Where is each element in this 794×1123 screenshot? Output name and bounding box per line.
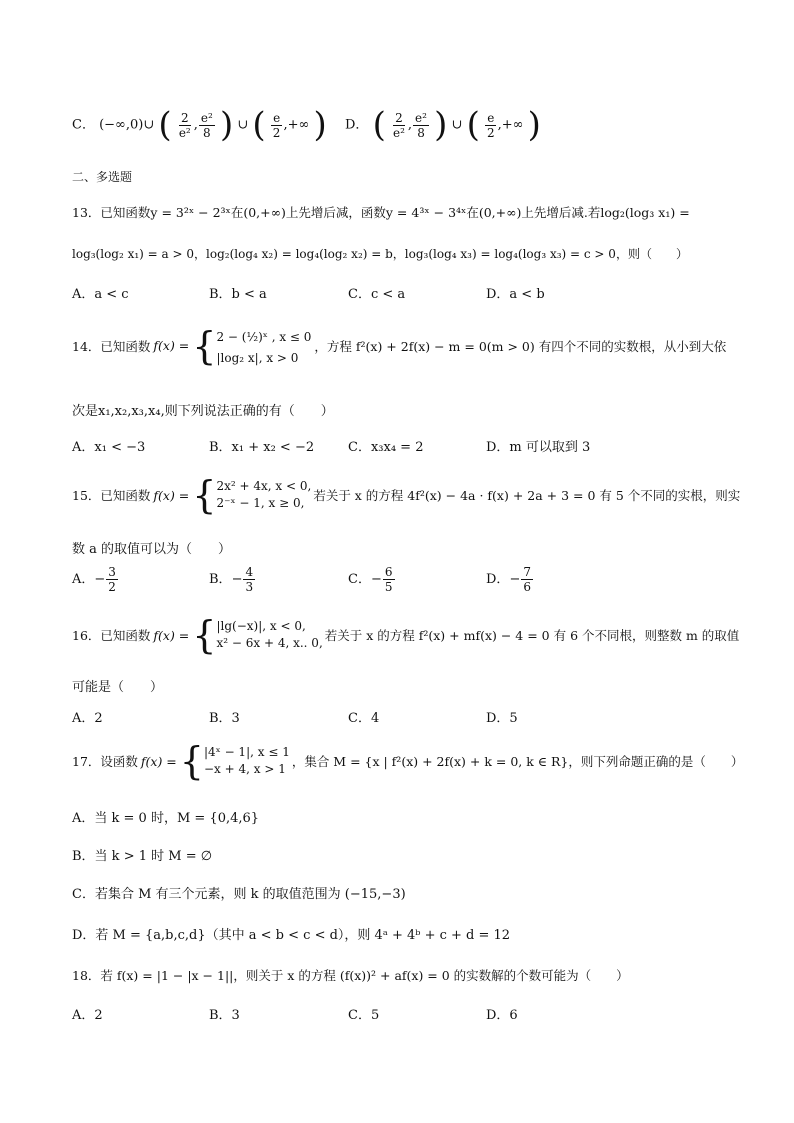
- q16-option-a[interactable]: A．2: [72, 711, 103, 726]
- q17-option-c[interactable]: C．若集合 M 有三个元素，则 k 的取值范围为 (−15,−3): [72, 887, 406, 902]
- q15-option-b[interactable]: B．− $\frac{4}{3}$: [209, 565, 254, 594]
- piecewise-brace: {: [192, 323, 217, 368]
- piecewise-brace: {: [192, 473, 217, 517]
- q15-stem-line2: 数 a 的取值可以为（ ）: [72, 542, 232, 557]
- fraction: $\frac{e}{2}$: [486, 110, 495, 140]
- q13-option-b[interactable]: B．b < a: [209, 287, 267, 302]
- option-label: C．: [72, 117, 95, 133]
- q18-option-d[interactable]: D．6: [486, 1008, 518, 1023]
- fraction: $\frac{\text{e²}}{8}$: [415, 110, 427, 140]
- q16-stem-line2: 可能是（ ）: [72, 680, 164, 695]
- fraction: $\frac{3}{2}$: [108, 565, 116, 594]
- fraction: $\frac{2}{\text{e²}}$: [178, 110, 191, 140]
- q17-option-a[interactable]: A．当 k = 0 时，M = {0,4,6}: [72, 811, 260, 826]
- fraction: $\frac{7}{6}$: [523, 565, 531, 594]
- q16-option-d[interactable]: D．5: [486, 711, 518, 726]
- piecewise-brace: {: [192, 613, 217, 657]
- q14-option-b[interactable]: B．x₁ + x₂ < −2: [209, 440, 315, 455]
- q16-option-c[interactable]: C．4: [348, 711, 380, 726]
- q13-stem-line2: log₃(log₂ x₁) = a > 0，log₂(log₄ x₂) = log₄(log₂ x₂) = b，log₃(log₄ x₃) = log₄(log₃ x₃) = c > 0，则（ ）: [72, 247, 688, 261]
- piecewise-cases: |4ˣ − 1|, x ≤ 1 −x + 4, x > 1: [203, 745, 290, 776]
- q13-option-d[interactable]: D．a < b: [486, 287, 545, 302]
- prev-option-d: D． ( $\frac{2}{\text{e²}}$ , $\frac{\text{e²}}{8}$ ) ∪ ( $\frac{e}{2}$ ,+∞ ): [345, 105, 541, 145]
- q13-option-a[interactable]: A．a < c: [72, 287, 129, 302]
- q16-stem-line1: 16．已知函数 f(x) = { |lg(−x)|, x < 0, x² − 6x + 4, x.. 0, 若关于 x 的方程 f²(x) + mf(x) − 4 = 0 有 6 个不同根，则整数 m 的取值: [72, 613, 740, 657]
- fraction: $\frac{2}{\text{e²}}$: [392, 110, 405, 140]
- q17-stem-line1: 17．设函数 f(x) = { |4ˣ − 1|, x ≤ 1 −x + 4, x > 1 ，集合 M = {x | f²(x) + 2f(x) + k = 0, k ∈ R}，则下列命题正确的是（ ）: [72, 739, 744, 783]
- q14-stem-line2: 次是x₁,x₂,x₃,x₄,则下列说法正确的有（ ）: [72, 404, 334, 419]
- q15-option-a[interactable]: A．− $\frac{3}{2}$: [72, 565, 116, 594]
- q14-option-a[interactable]: A．x₁ < −3: [72, 440, 146, 455]
- q15-option-c[interactable]: C．− $\frac{6}{5}$: [348, 565, 393, 594]
- fraction: $\frac{e}{2}$: [272, 110, 281, 140]
- q17-option-b[interactable]: B．当 k > 1 时 M = ∅: [72, 849, 213, 864]
- q17-option-d[interactable]: D．若 M = {a,b,c,d}（其中 a < b < c < d），则 4ᵃ + 4ᵇ + c + d = 12: [72, 928, 511, 943]
- option-label: D．: [345, 117, 369, 133]
- q14-option-d[interactable]: D．m 可以取到 3: [486, 440, 591, 455]
- q13-option-c[interactable]: C．c < a: [348, 287, 406, 302]
- q13-stem-line1: 13．已知函数y = 3²ˣ − 2³ˣ在(0,+∞)上先增后减，函数y = 4³ˣ − 3⁴ˣ在(0,+∞)上先增后减.若log₂(log₃ x₁) =: [72, 205, 690, 220]
- q18-stem-line1: 18．若 f(x) = |1 − |x − 1||，则关于 x 的方程 (f(x))² + af(x) = 0 的实数解的个数可能为（ ）: [72, 968, 629, 983]
- fraction: $\frac{\text{e²}}{8}$: [200, 110, 213, 140]
- prev-option-c: C． (−∞,0)∪ ( $\frac{2}{\text{e²}}$ , $\frac{\text{e²}}{8}$ ) ∪ ( $\frac{e}{2}$ ,+∞ ): [72, 105, 327, 145]
- q18-option-a[interactable]: A．2: [72, 1008, 103, 1023]
- q15-stem-line1: 15．已知函数 f(x) = { 2x² + 4x, x < 0, 2⁻ˣ − 1, x ≥ 0, 若关于 x 的方程 4f²(x) − 4a · f(x) + 2a + 3 = 0 有 5 个不同的实根，则实: [72, 473, 741, 517]
- q18-option-b[interactable]: B．3: [209, 1008, 240, 1023]
- piecewise-cases: 2x² + 4x, x < 0, 2⁻ˣ − 1, x ≥ 0,: [216, 479, 312, 510]
- fraction: $\frac{4}{3}$: [245, 565, 254, 594]
- q15-option-d[interactable]: D．− $\frac{7}{6}$: [486, 565, 531, 594]
- fraction: $\frac{6}{5}$: [384, 565, 393, 594]
- q14-stem-line1: 14．已知函数 f(x) = { 2 − (½)ˣ , x ≤ 0 |log₂ x|, x > 0 ，方程 f²(x) + 2f(x) − m = 0(m > 0) 有四个不同的实数根，从小到大依: [72, 323, 727, 368]
- q16-option-b[interactable]: B．3: [209, 711, 240, 726]
- piecewise-cases: |lg(−x)|, x < 0, x² − 6x + 4, x.. 0,: [216, 619, 323, 650]
- q14-option-c[interactable]: C．x₃x₄ = 2: [348, 440, 424, 455]
- section-title: 二、多选题: [72, 170, 133, 184]
- piecewise-cases: 2 − (½)ˣ , x ≤ 0 |log₂ x|, x > 0: [216, 330, 312, 365]
- piecewise-brace: {: [179, 739, 204, 783]
- interval-part: (−∞,0)∪: [99, 117, 155, 133]
- q18-option-c[interactable]: C．5: [348, 1008, 380, 1023]
